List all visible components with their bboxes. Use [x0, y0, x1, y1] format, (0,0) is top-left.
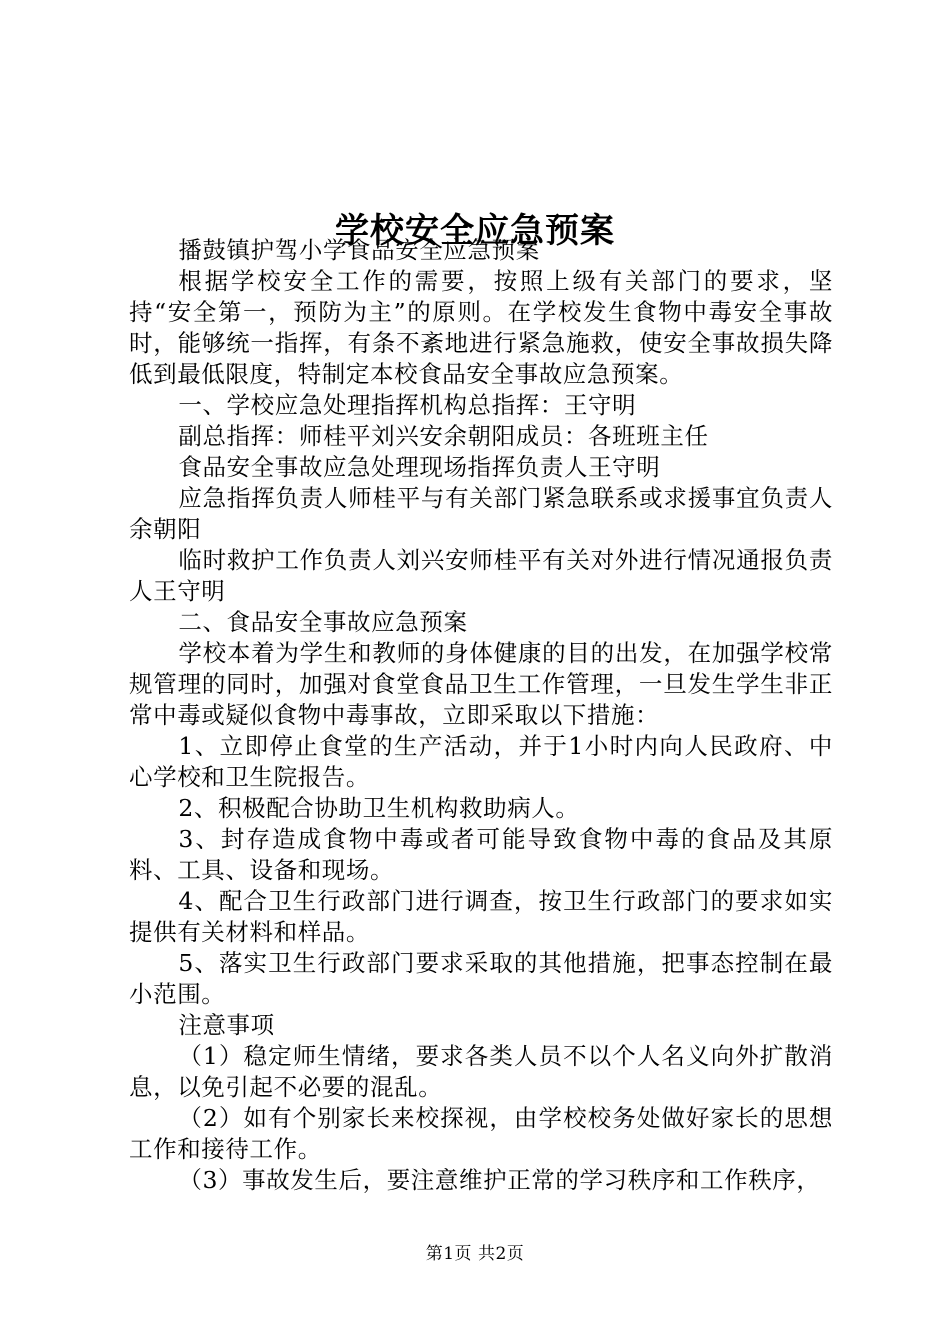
paragraph-note-2: （2）如有个别家长来校探视，由学校校务处做好家长的思想工作和接待工作。 — [129, 1104, 833, 1163]
paragraph-measure-3: 3、封存造成食物中毒或者可能导致食物中毒的食品及其原料、工具、设备和现场。 — [129, 825, 833, 884]
paragraph-measure-1: 1、立即停止食堂的生产活动，并于1小时内向人民政府、中心学校和卫生院报告。 — [129, 732, 833, 791]
paragraph-note-3: （3）事故发生后，要注意维护正常的学习秩序和工作秩序， — [178, 1166, 821, 1194]
document-body — [129, 235, 833, 1196]
paragraph-note-1: （1）稳定师生情绪，要求各类人员不以个人名义向外扩散消息，以免引起不必要的混乱。 — [129, 1042, 833, 1101]
paragraph-intro: 根据学校安全工作的需要，按照上级有关部门的要求，坚持“安全第一，预防为主”的原则。在学校发生食物中毒安全事故时，能够统一指挥，有条不紊地进行紧急施救，使安全事故损失降低到最低限度，特制定本校食品安全事故应急预案。 — [129, 267, 833, 388]
paragraph-section-one: 一、学校应急处理指挥机构总指挥：王守明 — [178, 391, 637, 419]
page-footer: 第1页 共2页 — [425, 1244, 525, 1264]
paragraph-measures-intro: 学校本着为学生和教师的身体健康的目的出发，在加强学校常规管理的同时，加强对食堂食品卫生工作管理，一旦发生学生非正常中毒或疑似食物中毒事故，立即采取以下措施： — [129, 639, 833, 729]
paragraph-measure-4: 4、配合卫生行政部门进行调查，按卫生行政部门的要求如实提供有关材料和样品。 — [129, 887, 833, 946]
paragraph-notes-heading: 注意事项 — [178, 1011, 275, 1039]
paragraph-rescue: 临时救护工作负责人刘兴安师桂平有关对外进行情况通报负责人王守明 — [129, 546, 833, 605]
paragraph-emergency-contact: 应急指挥负责人师桂平与有关部门紧急联系或求援事宜负责人余朝阳 — [129, 484, 833, 543]
paragraph-deputy: 副总指挥：师桂平刘兴安余朝阳成员：各班班主任 — [178, 422, 709, 450]
paragraph-measure-5: 5、落实卫生行政部门要求采取的其他措施，把事态控制在最小范围。 — [129, 949, 833, 1008]
paragraph-section-two: 二、食品安全事故应急预案 — [178, 608, 468, 636]
paragraph-site-commander: 食品安全事故应急处理现场指挥负责人王守明 — [178, 453, 661, 481]
document-title: 学校安全应急预案 — [335, 210, 615, 251]
paragraph-heading-school: 播鼓镇护驾小学食品安全应急预案 — [178, 236, 540, 264]
paragraph-measure-2: 2、积极配合协助卫生机构救助病人。 — [178, 794, 580, 822]
